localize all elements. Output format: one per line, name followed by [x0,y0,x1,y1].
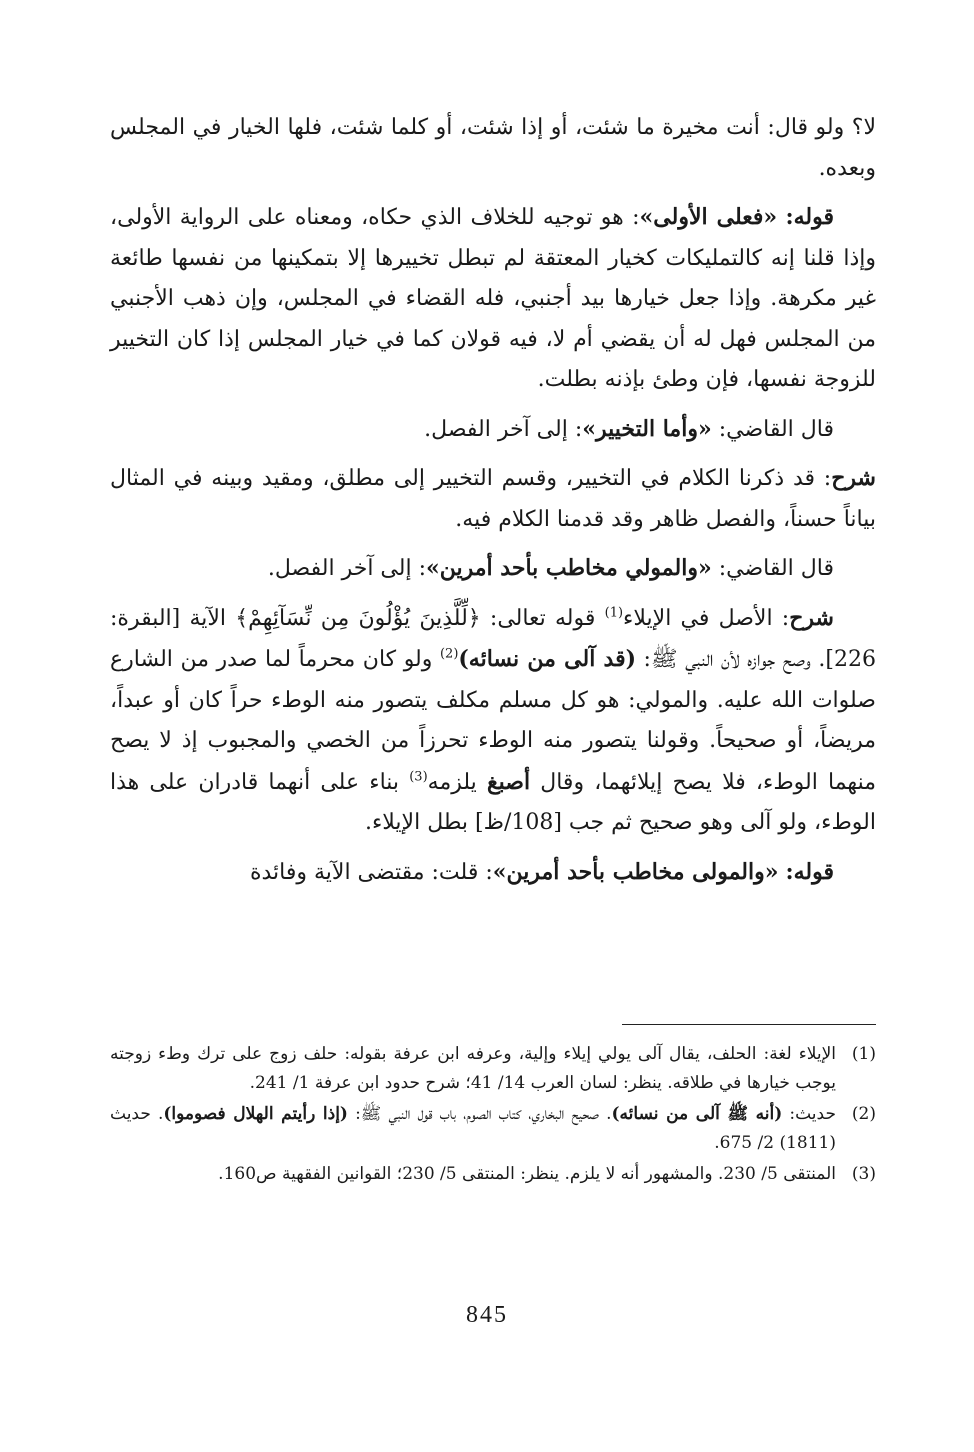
paragraph-text: : قلت: مقتضى الآية وفائدة [249,859,493,885]
footnote-number: (2) [851,1104,876,1124]
footnote-3 [110,1160,876,1189]
paragraph-4 [110,458,876,540]
footnote-text: المنتقى 5/ 230. والمشهور أنه لا يلزم. ينظر: المنتقى 5/ 230؛ القوانين الفقهية ص160. [218,1164,836,1184]
footnote-segment: . حديث (1811) 2/ 675. [110,1104,836,1153]
footnote-2 [110,1100,876,1158]
paragraph-6 [110,598,876,844]
hadith-quote: (أنه ﷺ آلى من نسائه) [611,1104,783,1124]
paragraph-text: : هو توجيه للخلاف الذي حكاه، ومعناه على الرواية الأولى، وإذا قلنا إنه كالتمليكات كخيار المعتقة لم تبطل تخييرها إلا بتمكينها من نفسها طائعة غير مكرهة. وإذا جعل خيارها بيد أجنبي، فله القضاء في المجلس، وإن ذهب الأجنبي من المجلس فهل له أن يقضي أم لا، فيه قولان كما في خيار المجلس إذا كان التخيير للزوجة نفسها، فإن وطئ بإذنه بطلت. [110,205,876,392]
paragraph-3 [110,409,876,451]
page-number: 845 [466,1302,508,1328]
footnote-ref-3: (3) [409,769,428,785]
scholar-name: أصبغ [486,768,531,795]
footnote-ref-1: (1) [604,605,624,621]
paragraph-text: : إلى آخر الفصل. [424,416,583,442]
paragraph-text: لا؟ ولو قال: أنت مخيرة ما شئت، أو إذا شئت، أو كلما شئت، فلها الخيار في المجلس وبعده. [110,115,876,181]
footnotes [110,1040,876,1191]
footnote-text [110,1100,836,1158]
paragraph-lead: قال القاضي: [718,416,834,442]
footnote-segment: حديث: [782,1104,836,1124]
hadith-quote: (قد آلى من نسائه) [458,646,636,672]
paragraph-lead: قال القاضي: [718,556,834,581]
paragraph-text: : إلى آخر الفصل. [267,556,426,581]
footnote-number: (3) [851,1164,876,1184]
paragraph-5 [110,548,876,590]
hadith-quote: (إذا رأيتم الهلال فصوموا) [163,1104,348,1124]
footnote-separator [622,1024,876,1025]
quoted-heading: «والمولي مخاطب بأحد أمرين» [425,555,712,581]
quoted-heading: «فعلى الأولى» [639,204,778,230]
footnote-ref-2: (2) [439,646,459,662]
sharh-label: شرح [789,604,834,631]
quoted-heading: «والمولى مخاطب بأحد أمرين» [492,858,779,885]
quoted-heading: «وأما التخيير» [582,415,712,442]
paragraph-text: بناء على أنهما قادران على هذا الوطء، ولو آلى وهو صحيح ثم جب [108/ظ] بطل الإيلاء. [110,769,876,835]
paragraph-1 [110,108,876,189]
footnote-1 [110,1040,876,1098]
paragraph-7 [110,852,876,894]
paragraph-lead: قوله: [785,204,834,230]
paragraph-text: قوله تعالى: ﴿لِّلَّذِينَ يُؤْلُونَ مِن نِّسَآئِهِمْ﴾ الآية [البقرة: 226]. وصح جوازه لأن النبي ﷺ: [110,605,876,672]
paragraph-lead: قوله: [785,858,834,885]
paragraph-2 [110,197,876,401]
footnote-number: (1) [851,1044,876,1064]
paragraph-text: يلزمه [427,769,487,795]
footnote-text: الإيلاء لغة: الحلف، يقال آلى يولي إيلاء وإلية، وعرفه ابن عرفة بقوله: حلف زوج على ترك وطء زوجته يوجب خيارها في طلاقه. ينظر: لسان العرب 14/ 41؛ شرح حدود ابن عرفة 1/ 241. [110,1044,836,1093]
paragraph-text: : قد ذكرنا الكلام في التخيير، وقسم التخيير إلى مطلق، ومقيد وبينه في المثال بياناً حسناً، والفصل ظاهر وقد قدمنا الكلام فيه. [110,466,876,532]
paragraph-text: ولو كان محرماً لما صدر من الشارع صلوات الله عليه. والمولي: هو كل مسلم مكلف يتصور منه الوطء حراً كان أو عبداً، مريضاً، أو صحيحاً. وقولنا يتصور منه الوطء تحرزاً من الخصي والمجبوب إذ لا يصح منهما الوطء، فلا يصح إيلائهما، وقال [110,647,876,795]
page-body [110,108,876,893]
paragraph-text: : الأصل في الإيلاء [623,605,790,631]
footnote-segment: . صحيح البخاري، كتاب الصوم، باب قول النبي ﷺ: [347,1104,612,1124]
sharh-label: شرح [831,465,876,491]
